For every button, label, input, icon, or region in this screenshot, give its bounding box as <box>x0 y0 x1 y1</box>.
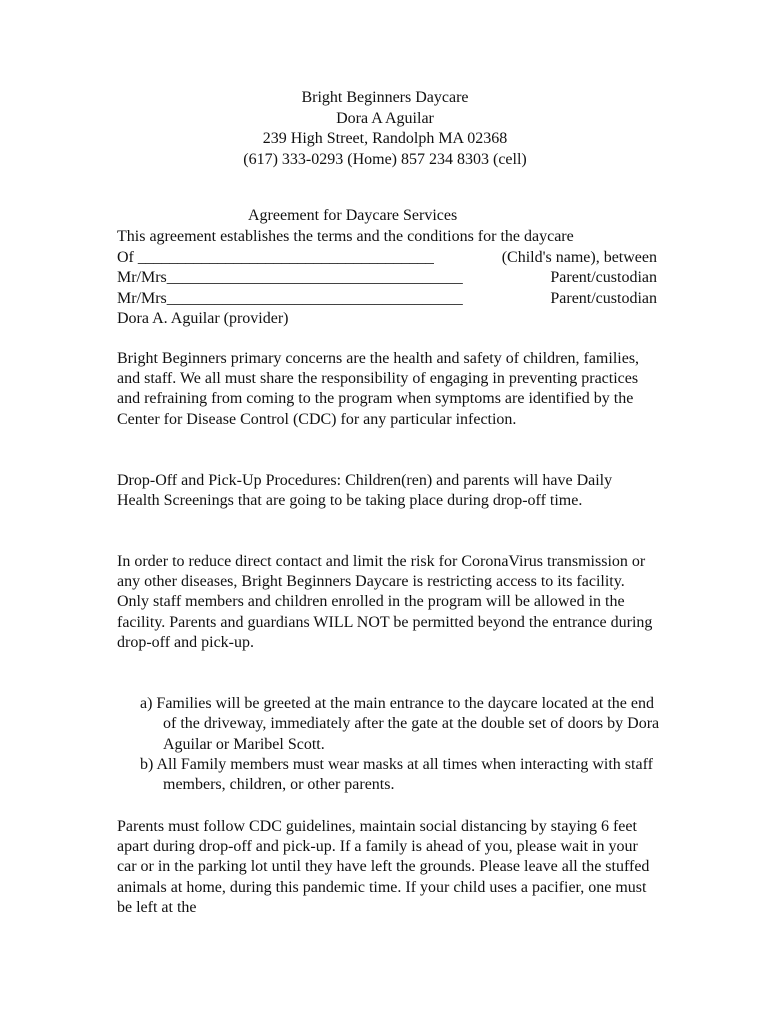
agreement-title: Agreement for Daycare Services <box>248 207 458 224</box>
paragraph-restricted-access: In order to reduce direct contact and limit the risk for CoronaVirus transmission or any other diseases, Bright Beginners Daycare is restricting access to its facility. Only staff members and children enrolled in the program will be allowed in the facility. Parents and guardians WILL NOT be permitted beyond the entrance during drop-off and pick-up. <box>117 553 653 651</box>
parent-line-2 <box>117 289 657 310</box>
provider-line: Dora A. Aguilar (provider) <box>117 310 289 327</box>
parent-blank-1: Mr/Mrs_____________________________________ <box>117 269 463 286</box>
child-name-blank: Of _____________________________________ <box>117 248 434 266</box>
parent-line-1 <box>117 268 657 289</box>
child-name-caption: (Child's name), between <box>501 248 657 266</box>
daycare-name: Bright Beginners Daycare <box>301 89 469 106</box>
parent-caption-2: Parent/custodian <box>550 289 657 307</box>
address: 239 High Street, Randolph MA 02368 <box>262 130 508 147</box>
owner-name: Dora A Aguilar <box>336 109 434 127</box>
phone-numbers: (617) 333-0293 (Home) 857 234 8303 (cell) <box>243 150 527 168</box>
parent-caption-1: Parent/custodian <box>550 269 657 286</box>
parent-blank-2: Mr/Mrs_____________________________________ <box>117 289 463 307</box>
list-item: a) Families will be greeted at the main entrance to the daycare located at the end of the driveway, immediately after the gate at the double set of doors by Dora Aguilar or Maribel Scott. <box>140 695 660 753</box>
paragraph-drop-off-procedures: Drop-Off and Pick-Up Procedures: Children(ren) and parents will have Daily Health Screenings that are going to be taking place during drop-off time. <box>117 472 613 510</box>
procedures-list <box>140 694 660 795</box>
agreement-intro: This agreement establishes the terms and the conditions for the daycare <box>117 228 574 245</box>
list-item: b) All Family members must wear masks at all times when interacting with staff members, children, or other parents. <box>140 755 653 794</box>
paragraph-cdc-guidelines: Parents must follow CDC guidelines, maintain social distancing by staying 6 feet apart during drop-off and pick-up. If a family is ahead of you, please wait in your car or in the parking lot until they have left the grounds. Please leave all the stuffed animals at home, during this pandemic time. If your child uses a pacifier, one must be left at the <box>117 818 650 916</box>
agreement-parties <box>117 227 657 330</box>
paragraph-primary-concerns: Bright Beginners primary concerns are the health and safety of children, families, and staff. We all must share the responsibility of engaging in preventing practices and refraining from coming to the program when symptoms are identified by the Center for Disease Control (CDC) for any particular infection. <box>117 350 640 428</box>
letterhead <box>0 88 770 170</box>
child-name-line <box>117 248 657 269</box>
